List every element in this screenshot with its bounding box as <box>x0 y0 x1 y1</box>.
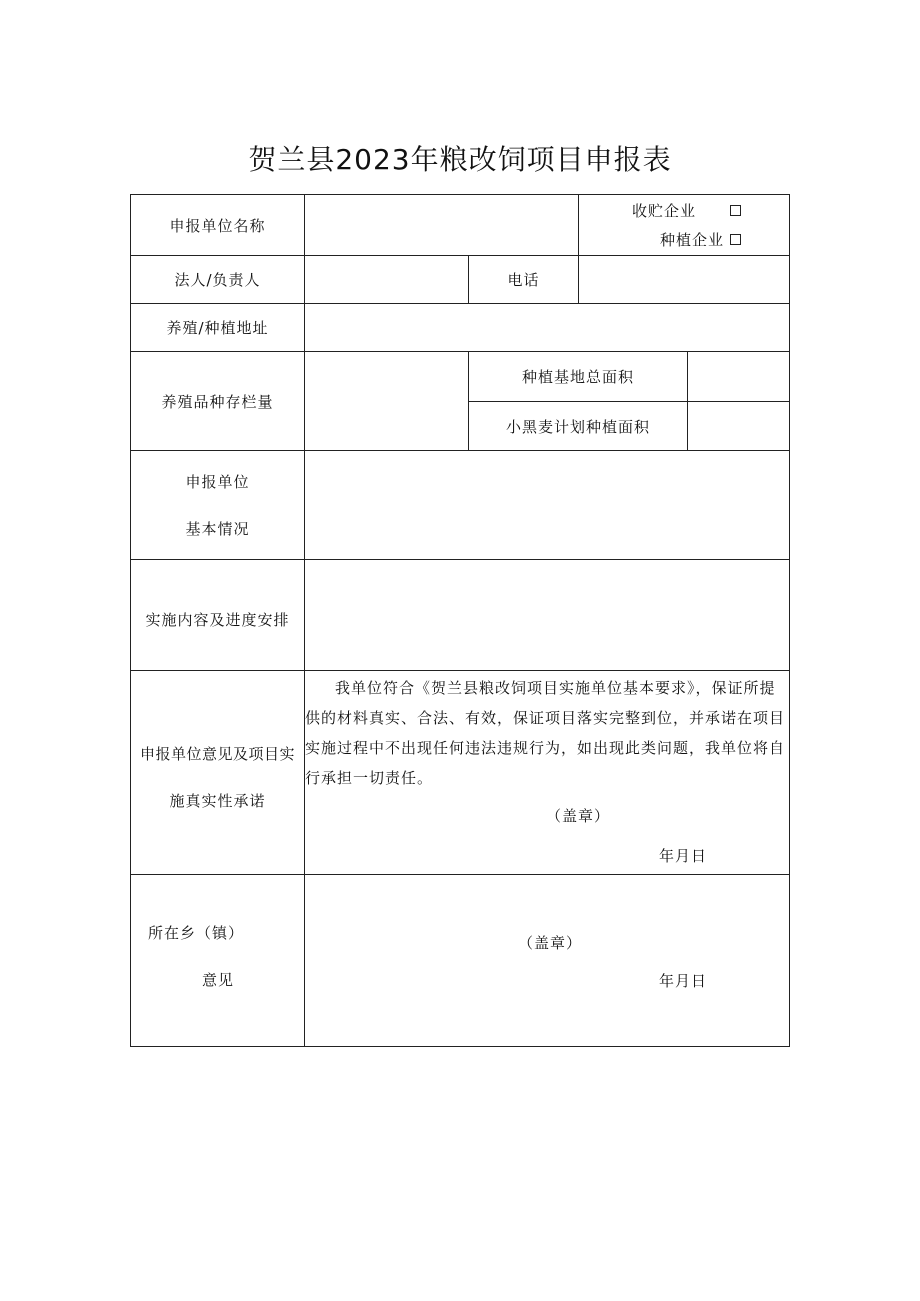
checkbox-icon[interactable] <box>730 234 741 245</box>
application-form <box>130 194 790 1047</box>
enterprise-type-option[interactable] <box>632 200 741 221</box>
livestock-field[interactable] <box>305 352 468 450</box>
enterprise-type-options <box>579 195 789 255</box>
page-title: 贺兰县2023年粮改饲项目申报表 <box>248 143 672 176</box>
address-field[interactable] <box>305 304 789 351</box>
address-label: 养殖/种植地址 <box>166 319 269 337</box>
township-label-line: 所在乡（镇） <box>148 923 245 942</box>
commitment-label-line: 申报单位意见及项目实 <box>139 744 295 763</box>
commitment-text: 我单位符合《贺兰县粮改饲项目实施单位基本要求》，保证所提供的材料真实、合法、有效，保证项目落实完整到位，并承诺在项目实施过程中不出现任何违法违规行为，如出现此类问题，我单位将自行承担一切责任。 <box>305 679 786 787</box>
township-date: 年月日 <box>659 972 708 990</box>
legal-person-field[interactable] <box>305 256 468 303</box>
phone-label: 电话 <box>507 271 540 289</box>
enterprise-type-option-label: 收贮企业 <box>631 202 696 220</box>
commitment-date: 年月日 <box>659 847 708 865</box>
commitment-label-line: 施真实性承诺 <box>169 791 266 810</box>
commitment-seal: （盖章） <box>546 807 611 825</box>
township-label <box>131 875 304 1046</box>
checkbox-icon[interactable] <box>730 205 741 216</box>
basic-info-label <box>131 451 304 559</box>
phone-field[interactable] <box>579 256 789 303</box>
unit-name-field[interactable] <box>305 195 578 255</box>
legal-person-label: 法人/负责人 <box>174 271 261 289</box>
enterprise-type-option-label: 种植企业 <box>659 231 724 249</box>
commitment-label <box>131 671 304 874</box>
basic-info-label-line: 申报单位 <box>185 473 250 491</box>
township-seal: （盖章） <box>518 934 583 952</box>
implementation-field[interactable] <box>305 560 789 670</box>
basic-info-field[interactable] <box>305 451 789 559</box>
enterprise-type-option[interactable] <box>660 229 741 250</box>
triticale-area-field[interactable] <box>688 402 789 450</box>
triticale-area-label: 小黑麦计划种植面积 <box>505 417 650 436</box>
township-label-line: 意见 <box>202 970 235 989</box>
base-area-field[interactable] <box>688 352 789 401</box>
implementation-label: 实施内容及进度安排 <box>145 610 290 629</box>
base-area-label: 种植基地总面积 <box>521 368 634 386</box>
livestock-label: 养殖品种存栏量 <box>161 392 274 411</box>
unit-name-label: 申报单位名称 <box>169 216 266 235</box>
basic-info-label-line: 基本情况 <box>185 520 250 538</box>
commitment-text-block <box>305 673 790 875</box>
